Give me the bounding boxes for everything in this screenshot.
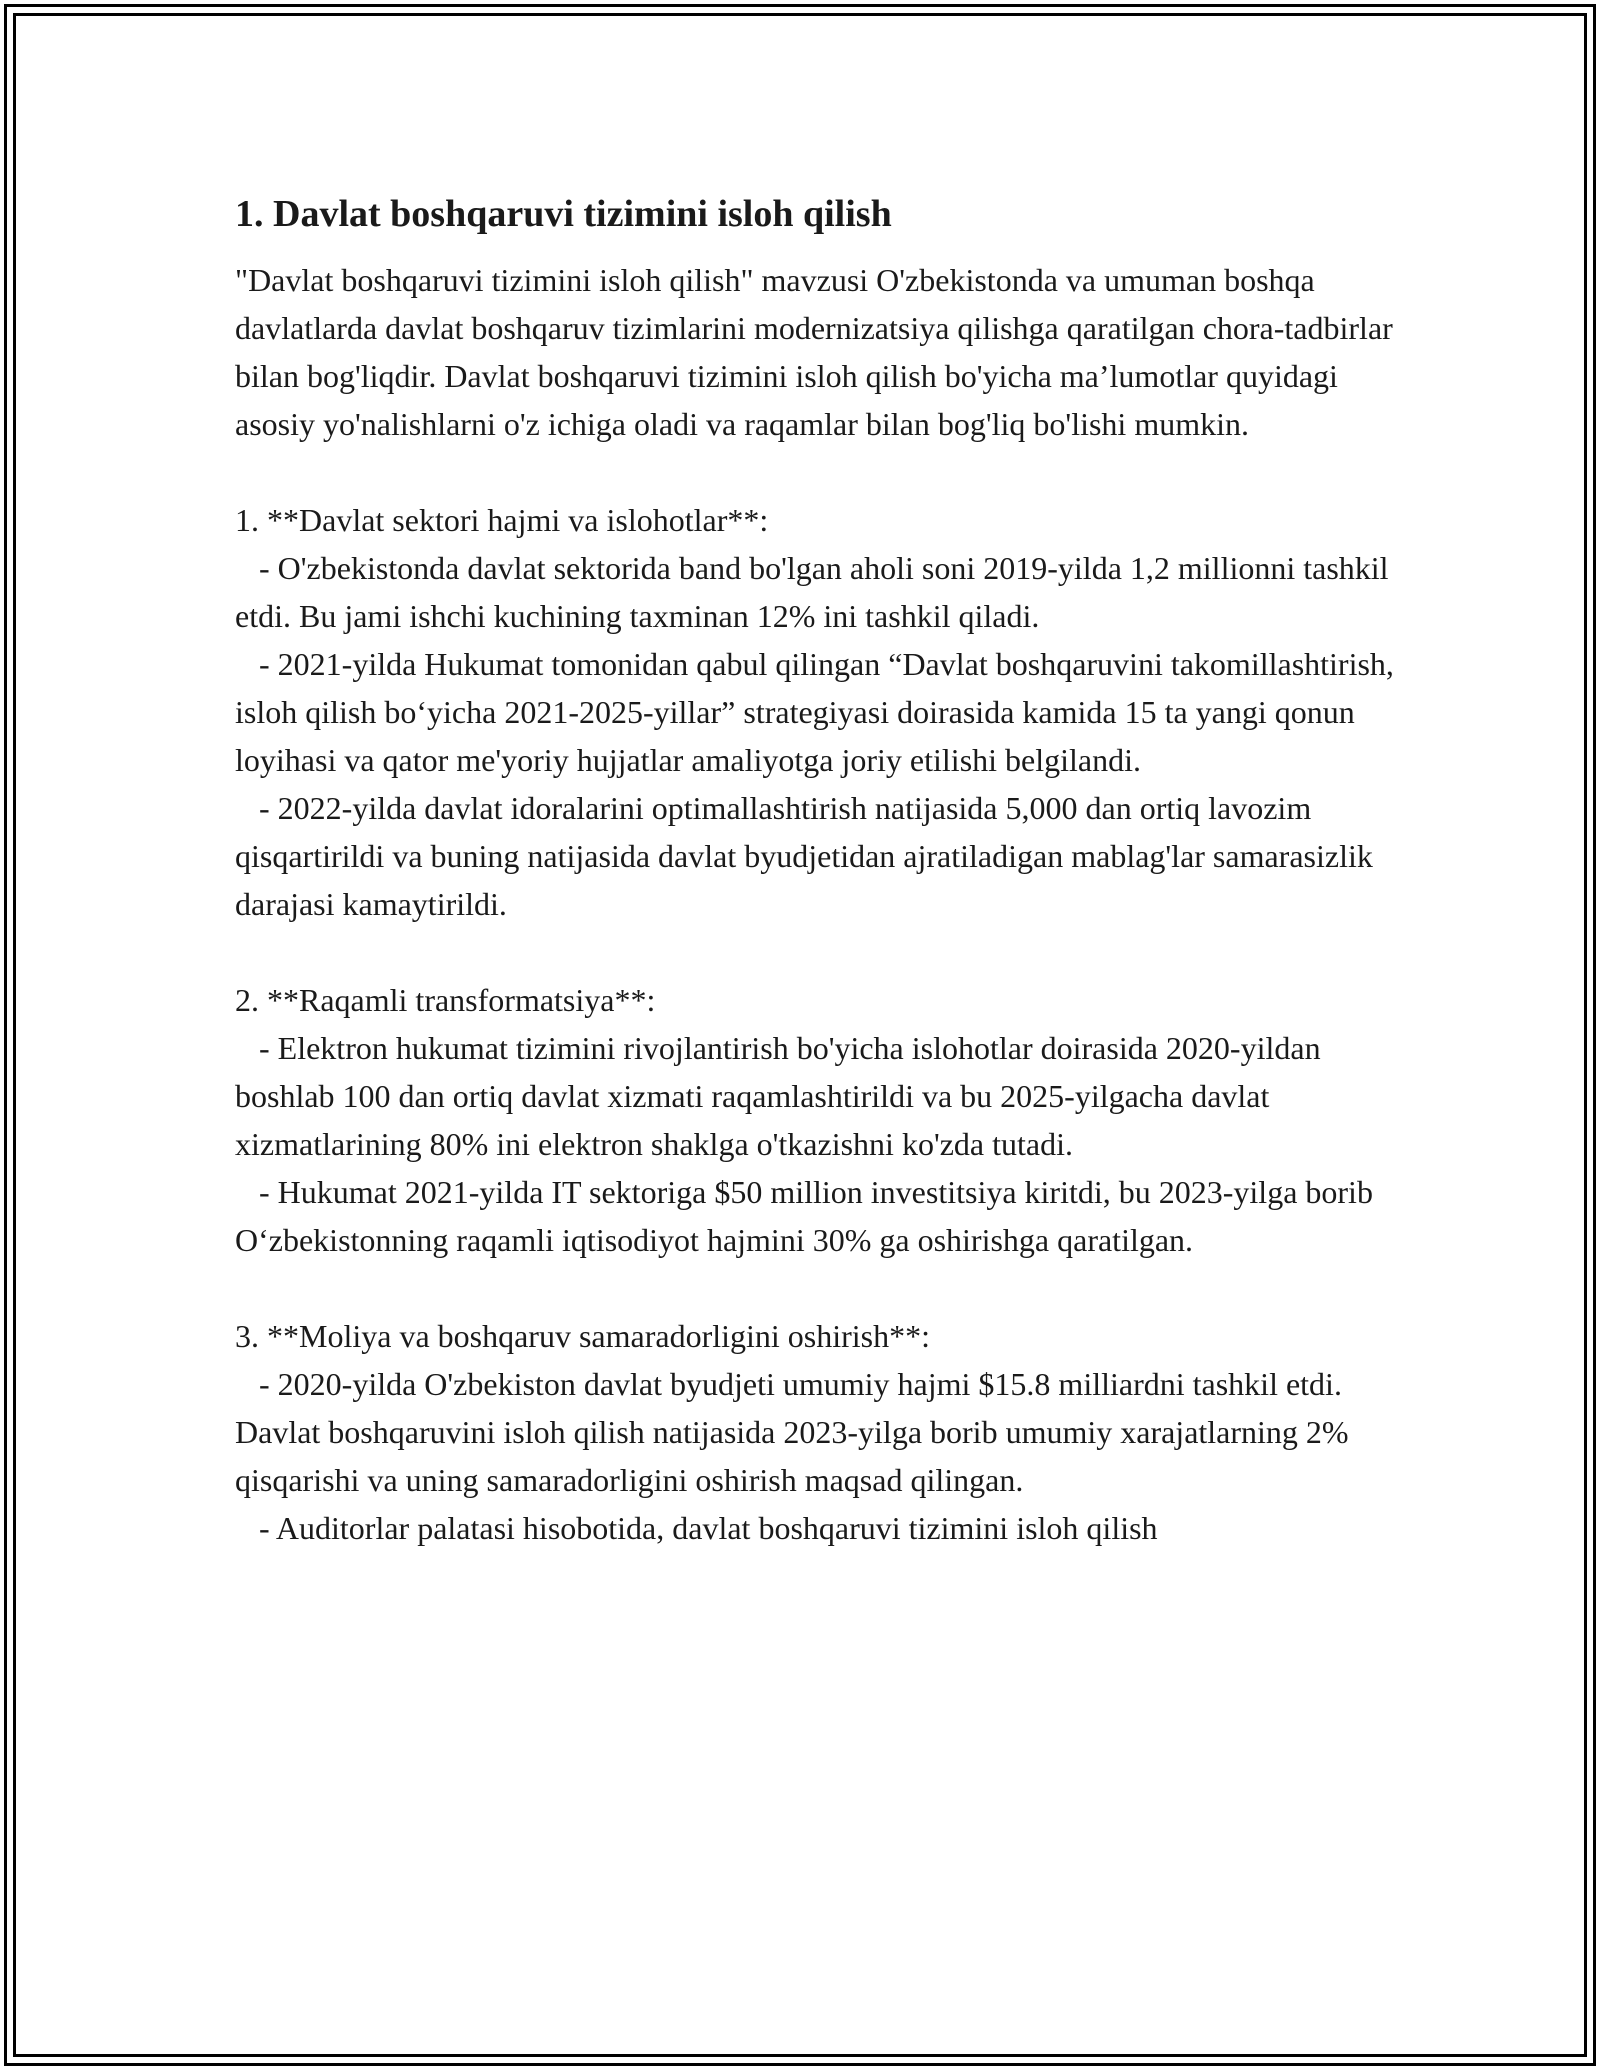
section-heading: 1. **Davlat sektori hajmi va islohotlar**: [235, 502, 769, 538]
section-3 [235, 1312, 1415, 1552]
section-1 [235, 496, 1415, 928]
document-title: 1. Davlat boshqaruvi tizimini isloh qilish [235, 193, 892, 235]
list-item: - Auditorlar palatasi hisobotida, davlat boshqaruvi tizimini isloh qilish [259, 1510, 1158, 1546]
list-item: - 2020-yilda O'zbekiston davlat byudjeti umumiy hajmi $15.8 milliardni tashkil etdi. Davlat boshqaruvini isloh qilish natijasida 2023-yilga borib umumiy xarajatlarning 2% qisqarishi va uning samaradorligini oshirish maqsad qilingan. [235, 1366, 1349, 1498]
list-item: - O'zbekistonda davlat sektorida band bo'lgan aholi soni 2019-yilda 1,2 millionni tashkil etdi. Bu jami ishchi kuchining taxminan 12% ini tashkil qiladi. [235, 550, 1389, 634]
list-item: - 2021-yilda Hukumat tomonidan qabul qilingan “Davlat boshqaruvini takomillashtirish, isloh qilish boʻyicha 2021-2025-yillar” strategiyasi doirasida kamida 15 ta yangi qonun loyihasi va qator me'yoriy hujjatlar amaliyotga joriy etilishi belgilandi. [235, 646, 1394, 778]
intro-paragraph: "Davlat boshqaruvi tizimini isloh qilish" mavzusi O'zbekistonda va umuman boshqa davlatlarda davlat boshqaruv tizimlarini modernizatsiya qilishga qaratilgan chora-tadbirlar bilan bog'liqdir. Davlat boshqaruvi tizimini isloh qilish bo'yicha ma’lumotlar quyidagi asosiy yo'nalishlarni o'z ichiga oladi va raqamlar bilan bog'liq bo'lishi mumkin. [235, 262, 1393, 442]
list-item: - Elektron hukumat tizimini rivojlantirish bo'yicha islohotlar doirasida 2020-yildan boshlab 100 dan ortiq davlat xizmati raqamlashtirildi va bu 2025-yilgacha davlat xizmatlarining 80% ini elektron shaklga o'tkazishni ko'zda tutadi. [235, 1030, 1321, 1162]
section-2 [235, 976, 1415, 1264]
list-item: - Hukumat 2021-yilda IT sektoriga $50 million investitsiya kiritdi, bu 2023-yilga borib Oʻzbekistonning raqamli iqtisodiyot hajmini 30% ga oshirishga qaratilgan. [235, 1174, 1373, 1258]
section-heading: 2. **Raqamli transformatsiya**: [235, 982, 656, 1018]
section-heading: 3. **Moliya va boshqaruv samaradorligini oshirish**: [235, 1318, 931, 1354]
list-item: - 2022-yilda davlat idoralarini optimallashtirish natijasida 5,000 dan ortiq lavozim qisqartirildi va buning natijasida davlat byudjetidan ajratiladigan mablag'lar samarasizlik darajasi kamaytirildi. [235, 790, 1373, 922]
document-body [235, 188, 1415, 1552]
